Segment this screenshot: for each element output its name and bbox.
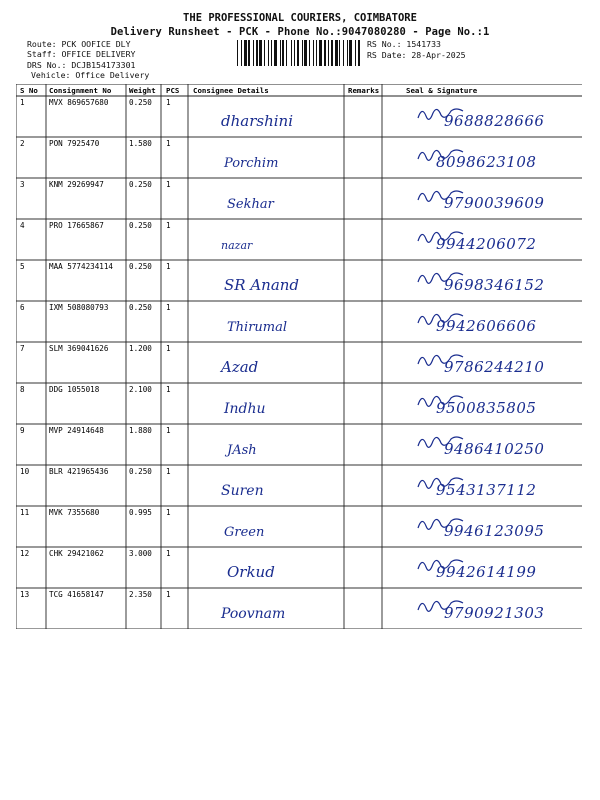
table-row [20,139,536,171]
consignment-no-cell: MVP 24914648 [49,426,104,435]
consignment-no-cell: BLR 421965436 [49,467,109,476]
weight-cell: 2.350 [129,590,152,599]
weight-cell: 2.100 [129,385,152,394]
pcs-cell: 1 [166,426,171,435]
runsheet-table [16,84,582,629]
handwritten-phone: 8098623108 [436,153,537,171]
pcs-cell: 1 [166,221,171,230]
runsheet-title: THE PROFESSIONAL COURIERS, COIMBATORE [183,12,417,24]
table-row [20,467,536,499]
consignee-handwritten-name: Indhu [224,401,266,417]
table-row [20,385,536,417]
handwritten-phone: 9790039609 [444,194,545,212]
sno-cell: 6 [20,303,25,312]
pcs-cell: 1 [166,590,171,599]
handwritten-phone: 9944206072 [436,235,537,253]
weight-cell: 1.580 [129,139,152,148]
consignee-handwritten-name: dharshini [221,112,293,130]
column-header: Seal & Signature [406,86,478,95]
runsheet-subtitle: Delivery Runsheet - PCK - Phone No.:9047080280 - Page No.:1 [110,26,490,38]
pcs-cell: 1 [166,549,171,558]
sno-cell: 7 [20,344,25,353]
column-header: Consignee Details [193,86,269,95]
handwritten-phone: 9942606606 [436,317,537,335]
weight-cell: 0.250 [129,467,152,476]
table-row [20,180,544,212]
handwritten-phone: 9946123095 [444,522,545,540]
table-row [20,303,536,335]
handwritten-phone: 9486410250 [444,440,545,458]
weight-cell: 3.000 [129,549,152,558]
handwritten-phone: 9543137112 [436,481,537,499]
consignment-no-cell: KNM 29269947 [49,180,104,189]
table-row [20,508,544,540]
pcs-cell: 1 [166,467,171,476]
sno-cell: 5 [20,262,25,271]
sno-cell: 3 [20,180,25,189]
rs-no-text: RS No.: 1541733 [367,39,441,49]
consignment-no-cell: PON 7925470 [49,139,100,148]
weight-cell: 0.250 [129,262,152,271]
rs-date-text: RS Date: 28-Apr-2025 [367,50,466,60]
consignment-no-cell: PRO 17665867 [49,221,104,230]
handwritten-phone: 9786244210 [444,358,545,376]
sno-cell: 13 [20,590,30,599]
sno-cell: 2 [20,139,25,148]
column-header: PCS [166,86,180,95]
table-row [20,344,544,376]
consignee-handwritten-name: SR Anand [224,276,300,294]
weight-cell: 0.250 [129,303,152,312]
pcs-cell: 1 [166,508,171,517]
consignment-no-cell: IXM 508080793 [49,303,109,312]
sno-cell: 11 [20,508,30,517]
handwritten-phone: 9688828666 [444,112,545,130]
consignee-handwritten-name: Porchim [224,156,279,171]
sno-cell: 10 [20,467,30,476]
consignee-handwritten-name: nazar [221,239,253,252]
pcs-cell: 1 [166,262,171,271]
weight-cell: 1.200 [129,344,152,353]
sno-cell: 8 [20,385,25,394]
sno-cell: 1 [20,98,25,107]
table-row [20,98,544,130]
consignment-no-cell: TCG 41658147 [49,590,104,599]
barcode-image [237,40,361,66]
pcs-cell: 1 [166,180,171,189]
pcs-cell: 1 [166,139,171,148]
vehicle-text: Vehicle: Office Delivery [31,70,150,80]
table-row [20,426,544,458]
column-header: Consignment No [49,86,112,95]
table-row [20,590,544,622]
route-text: Route: PCK OOFICE DLY [27,39,131,49]
handwritten-phone: 9790921303 [444,604,545,622]
handwritten-phone: 9500835805 [436,399,537,417]
pcs-cell: 1 [166,344,171,353]
sno-cell: 12 [20,549,30,558]
handwritten-phone: 9698346152 [444,276,545,294]
weight-cell: 0.250 [129,180,152,189]
weight-cell: 0.995 [129,508,152,517]
handwritten-phone: 9942614199 [436,563,537,581]
sno-cell: 9 [20,426,25,435]
drs-no-text: DRS No.: DCJB154173301 [27,60,136,70]
consignee-handwritten-name: JAsh [227,443,257,458]
column-header: Remarks [348,86,380,95]
pcs-cell: 1 [166,98,171,107]
consignment-no-cell: DDG 1055018 [49,385,100,394]
table-row [20,221,536,253]
consignment-no-cell: MVX 869657680 [49,98,109,107]
consignee-handwritten-name: Azad [221,358,259,376]
sno-cell: 4 [20,221,25,230]
pcs-cell: 1 [166,303,171,312]
table-row [20,549,536,581]
column-header: Weight [129,86,156,95]
weight-cell: 0.250 [129,98,152,107]
consignment-no-cell: SLM 369041626 [49,344,109,353]
consignment-no-cell: MAA 5774234114 [49,262,114,271]
column-header: S No [20,86,38,95]
consignee-handwritten-name: Orkud [227,563,275,581]
consignee-handwritten-name: Thirumal [227,320,288,335]
pcs-cell: 1 [166,385,171,394]
weight-cell: 0.250 [129,221,152,230]
consignee-handwritten-name: Sekhar [227,197,274,212]
weight-cell: 1.880 [129,426,152,435]
consignee-handwritten-name: Green [224,525,265,540]
consignee-handwritten-name: Poovnam [221,606,286,622]
consignment-no-cell: CHK 29421062 [49,549,104,558]
consignee-handwritten-name: Suren [221,483,264,499]
consignment-no-cell: MVK 7355680 [49,508,100,517]
table-row [20,262,544,294]
staff-text: Staff: OFFICE DELIVERY [27,49,136,59]
